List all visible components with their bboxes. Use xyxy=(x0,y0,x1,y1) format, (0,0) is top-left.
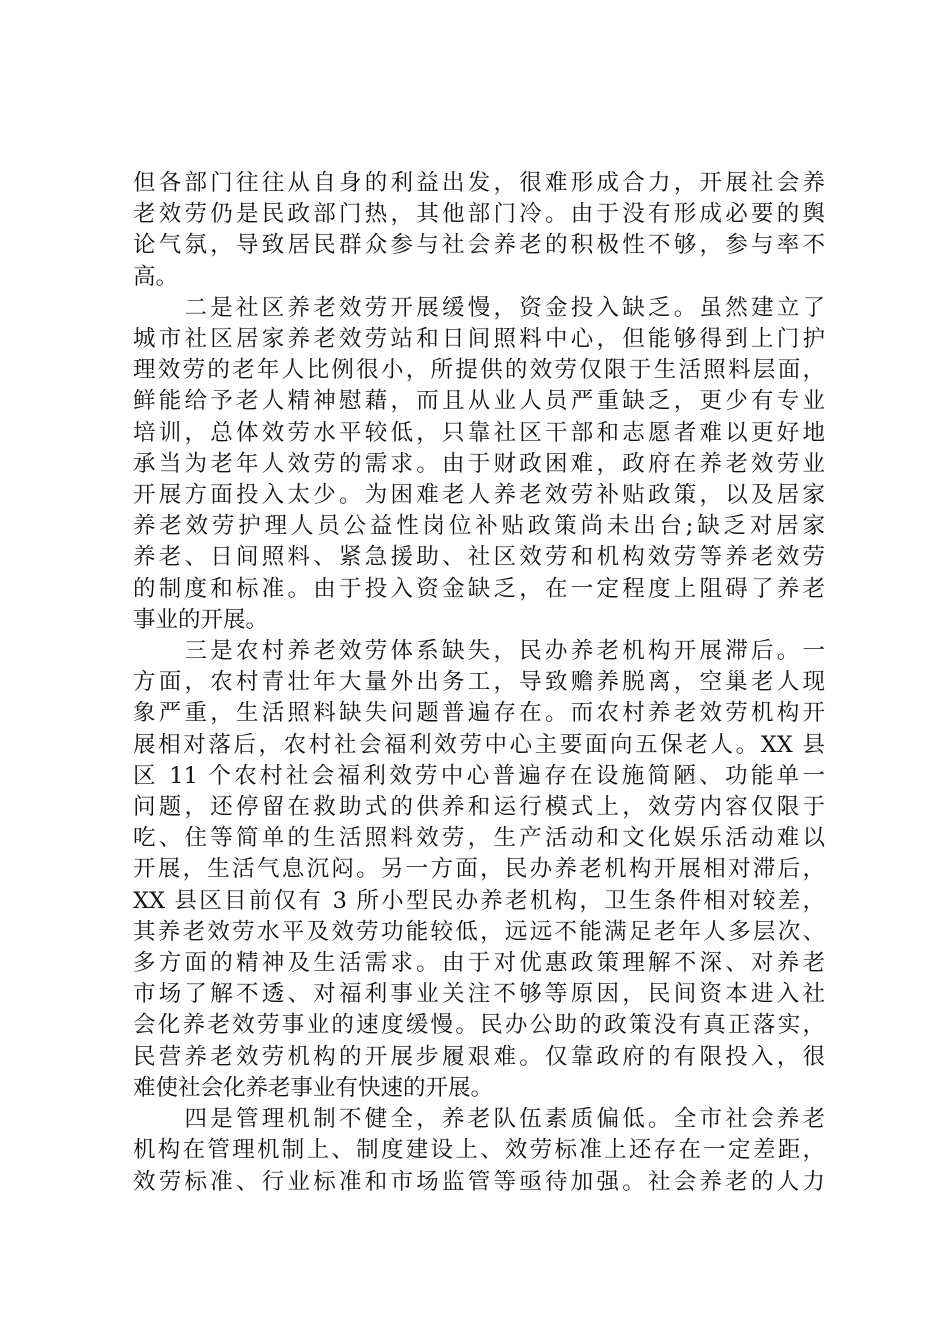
text-line: 难使社会化养老事业有快速的开展。 xyxy=(133,1074,494,1101)
paragraph xyxy=(133,1104,825,1198)
text-line: 但各部门往往从自身的利益出发，很难形成合力，开展社会养 xyxy=(133,170,825,196)
text-line: 培训，总体效劳水平较低，只靠社区干部和志愿者难以更好地 xyxy=(133,419,825,446)
text-line: 论气氛，导致居民群众参与社会养老的积极性不够，参与率不 xyxy=(133,232,825,259)
text-line: 吃、住等简单的生活照料效劳，生产活动和文化娱乐活动难以 xyxy=(133,825,825,852)
text-line: 承当为老年人效劳的需求。由于财政困难，政府在养老效劳业 xyxy=(133,450,825,477)
text-line: 养老效劳护理人员公益性岗位补贴政策尚未出台;缺乏对居家 xyxy=(133,513,825,540)
text-line: 方面，农村青壮年大量外出务工，导致赡养脱离，空巢老人现 xyxy=(133,669,825,696)
text-line: 理效劳的老年人比例很小，所提供的效劳仅限于生活照料层面， xyxy=(133,357,825,384)
text-line: 开展方面投入太少。为困难老人养老效劳补贴政策，以及居家 xyxy=(133,482,825,509)
text-line: 的制度和标准。由于投入资金缺乏，在一定程度上阻碍了养老 xyxy=(133,575,825,602)
text-line: 城市社区居家养老效劳站和日间照料中心，但能够得到上门护 xyxy=(133,326,825,353)
text-line: 三是农村养老效劳体系缺失，民办养老机构开展滞后。一 xyxy=(133,638,825,665)
text-line: 多方面的精神及生活需求。由于对优惠政策理解不深、对养老 xyxy=(133,950,825,977)
text-line: 四是管理机制不健全，养老队伍素质偏低。全市社会养老 xyxy=(133,1106,825,1133)
paragraph xyxy=(133,168,825,293)
text-line: 象严重，生活照料缺失问题普遍存在。而农村养老效劳机构开 xyxy=(133,700,825,727)
text-line: 老效劳仍是民政部门热，其他部门冷。由于没有形成必要的舆 xyxy=(133,201,825,228)
text-line: 养老、日间照料、紧急援助、社区效劳和机构效劳等养老效劳 xyxy=(133,544,825,571)
text-line: XX 县区目前仅有 3 所小型民办养老机构，卫生条件相对较差， xyxy=(133,887,825,914)
text-line: 会化养老效劳事业的速度缓慢。民办公助的政策没有真正落实， xyxy=(133,1012,825,1039)
text-line: 机构在管理机制上、制度建设上、效劳标准上还存在一定差距， xyxy=(133,1137,825,1164)
text-line: 高。 xyxy=(133,263,179,290)
text-line: 鲜能给予老人精神慰藉，而且从业人员严重缺乏，更少有专业 xyxy=(133,388,825,415)
text-line: 市场了解不透、对福利事业关注不够等原因，民间资本进入社 xyxy=(133,981,825,1008)
paragraph xyxy=(133,636,825,1104)
text-line: 民营养老效劳机构的开展步履艰难。仅靠政府的有限投入，很 xyxy=(133,1043,825,1070)
paragraph xyxy=(133,293,825,636)
text-line: 二是社区养老效劳开展缓慢，资金投入缺乏。虽然建立了 xyxy=(133,294,825,321)
text-line: 开展，生活气息沉闷。另一方面，民办养老机构开展相对滞后， xyxy=(133,856,825,883)
text-line: 展相对落后，农村社会福利效劳中心主要面向五保老人。XX 县 xyxy=(133,731,825,758)
text-line: 效劳标准、行业标准和市场监管等亟待加强。社会养老的人力 xyxy=(133,1168,825,1195)
document-body xyxy=(133,168,825,1198)
text-line: 事业的开展。 xyxy=(133,606,269,633)
text-line: 其养老效劳水平及效劳功能较低，远远不能满足老年人多层次、 xyxy=(133,918,825,945)
text-line: 问题，还停留在救助式的供养和运行模式上，效劳内容仅限于 xyxy=(133,794,825,821)
text-line: 区 11 个农村社会福利效劳中心普遍存在设施简陋、功能单一 xyxy=(133,762,825,789)
